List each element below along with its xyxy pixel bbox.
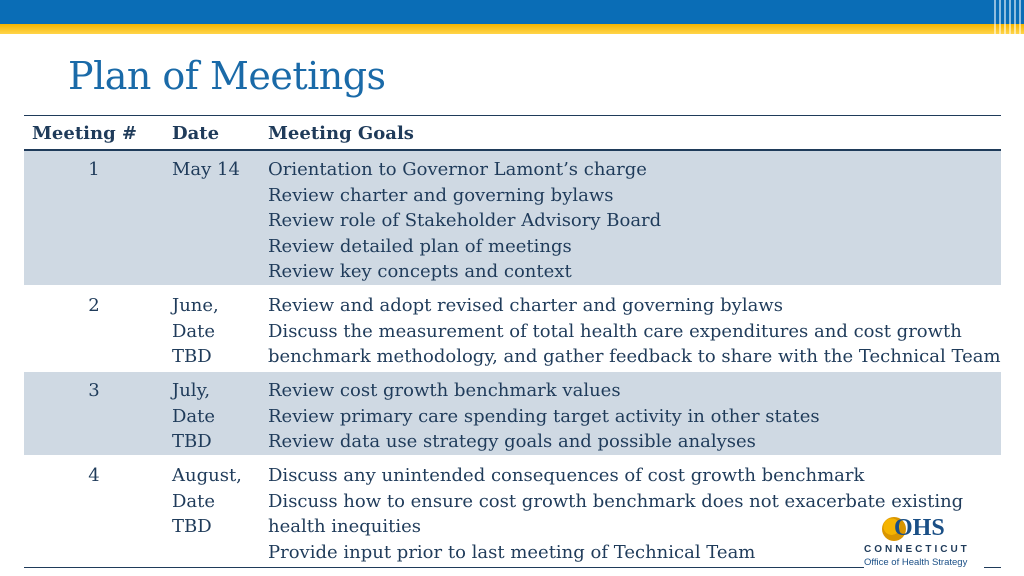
meeting-goals: [268, 157, 1003, 285]
table-row: [24, 287, 1001, 372]
goal-line: Review cost growth benchmark values: [268, 380, 621, 401]
goal-line: Review data use strategy goals and possible analyses: [268, 431, 756, 453]
ohs-logo: [864, 515, 984, 573]
date-line: June,: [172, 295, 219, 316]
gold-accent-bar: [0, 24, 1024, 34]
goal-line: health inequities: [268, 516, 422, 538]
goal-line: Review key concepts and context: [268, 261, 572, 283]
header-meeting: Meeting #: [32, 123, 138, 144]
date-line: TBD: [172, 431, 212, 453]
goal-line: Review and adopt revised charter and governing bylaws: [268, 295, 783, 316]
date-line: August,: [172, 465, 242, 486]
goal-line: Review detailed plan of meetings: [268, 235, 572, 257]
goal-line: Discuss any unintended consequences of cost growth benchmark: [268, 465, 865, 486]
date-line: TBD: [172, 346, 212, 368]
logo-state: CONNECTICUT: [864, 544, 970, 555]
logo-office: Office of Health Strategy: [864, 557, 968, 568]
meeting-goals: [268, 378, 1003, 455]
meeting-number: 3: [88, 380, 100, 401]
table-row: [24, 151, 1001, 287]
table-header: [24, 115, 1001, 151]
date-line: TBD: [172, 516, 212, 538]
date-line: July,: [172, 380, 211, 401]
meeting-number: 4: [88, 465, 100, 486]
meetings-table: [24, 115, 1001, 568]
banner-stripes: [994, 0, 1024, 36]
goal-line: Discuss the measurement of total health care expenditures and cost growth: [268, 320, 962, 342]
header-goals: Meeting Goals: [268, 123, 414, 144]
goal-line: Discuss how to ensure cost growth benchmark does not exacerbate existing: [268, 490, 964, 512]
page-title: Plan of Meetings: [68, 54, 386, 98]
logo-mark: OHS: [894, 515, 945, 541]
date-line: May 14: [172, 159, 240, 180]
meeting-number: 1: [88, 159, 100, 180]
goal-line: Provide input prior to last meeting of Technical Team: [268, 541, 756, 563]
meeting-date: [172, 378, 262, 455]
date-line: Date: [172, 320, 216, 342]
date-line: Date: [172, 490, 216, 512]
meeting-date: [172, 463, 262, 540]
top-banner: [0, 0, 1024, 24]
header-date: Date: [172, 123, 220, 144]
meeting-date: [172, 157, 262, 183]
table-row: [24, 457, 1001, 568]
goal-line: Review charter and governing bylaws: [268, 184, 614, 206]
goal-line: Orientation to Governor Lamont’s charge: [268, 159, 647, 180]
meeting-date: [172, 293, 262, 370]
goal-line: Review primary care spending target activity in other states: [268, 405, 820, 427]
meeting-goals: [268, 293, 1003, 370]
goal-line: benchmark methodology, and gather feedback to share with the Technical Team: [268, 346, 1001, 368]
goal-line: Review role of Stakeholder Advisory Board: [268, 210, 662, 232]
meeting-number: 2: [88, 295, 100, 316]
table-row: [24, 372, 1001, 457]
date-line: Date: [172, 405, 216, 427]
